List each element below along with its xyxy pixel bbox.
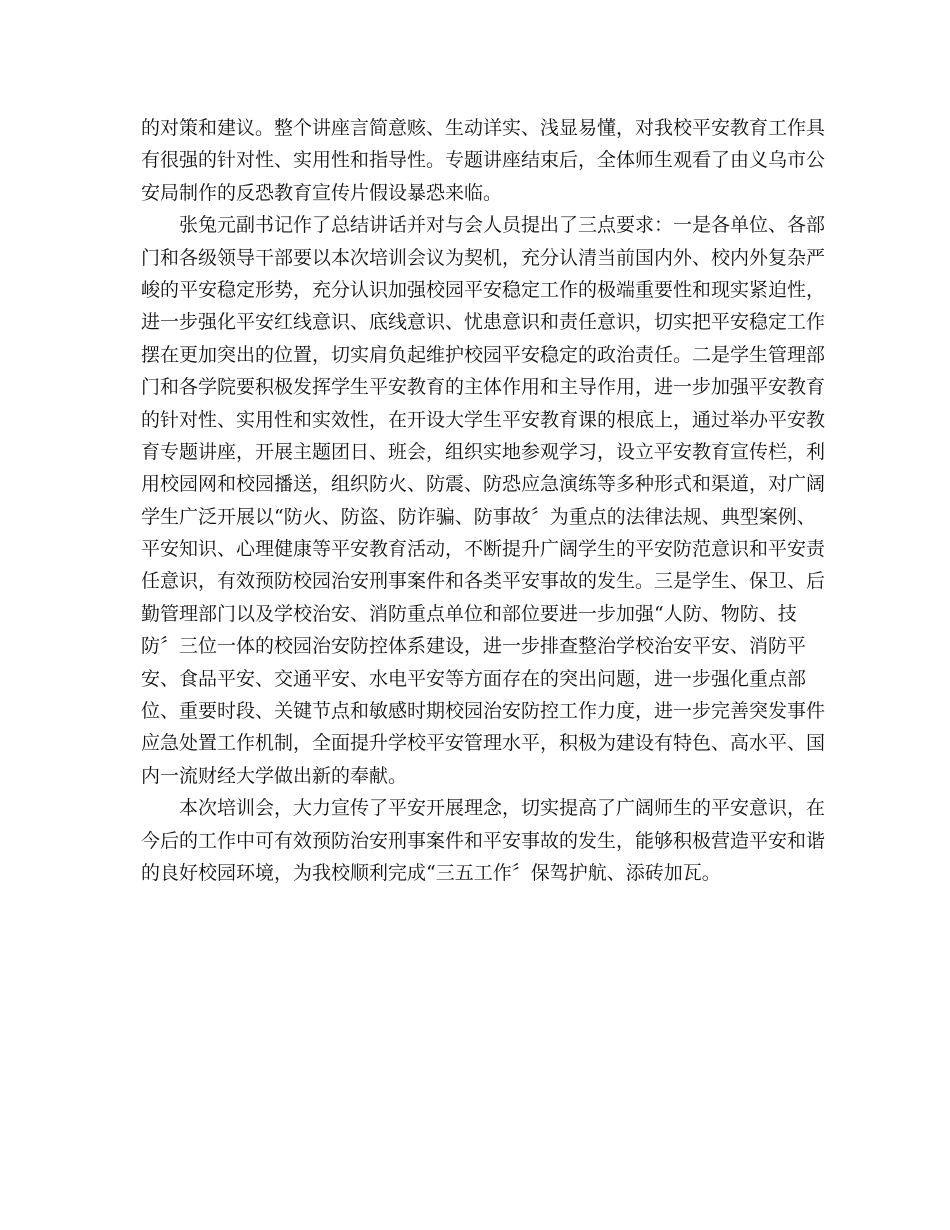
text-line: 应急处置工作机制，全面提升学校平安管理水平，积极为建设有特色、高水平、国 — [141, 732, 826, 755]
text-line: 的良好校园环境，为我校顺利完成“三五工作〞保驾护航、添砖加瓦。 — [141, 861, 721, 884]
text-line: 进一步强化平安红线意识、底线意识、忧患意识和责任意识，切实把平安稳定工作 — [141, 311, 826, 334]
document-body — [141, 112, 826, 889]
text-line: 有很强的针对性、实用性和指导性。专题讲座结束后，全体师生观看了由义乌市公 — [141, 149, 826, 172]
text-line: 用校园网和校园播送，组织防火、防震、防恐应急演练等多种形式和渠道，对广阔 — [141, 473, 826, 496]
text-line: 学生广泛开展以“防火、防盗、防诈骗、防事故〞为重点的法律法规、典型案例、 — [141, 505, 816, 528]
text-line: 平安知识、心理健康等平安教育活动，不断提升广阔学生的平安防范意识和平安责 — [141, 538, 826, 561]
text-line: 育专题讲座，开展主题团日、班会，组织实地参观学习，设立平安教育宣传栏，利 — [141, 440, 826, 463]
text-line: 门和各级领导干部要以本次培训会议为契机，充分认清当前国内外、校内外复杂严 — [141, 246, 826, 269]
text-line: 安、食品平安、交通平安、水电平安等方面存在的突出问题，进一步强化重点部 — [141, 667, 807, 690]
text-line: 安局制作的反恐教育宣传片假设暴恐来临。 — [141, 181, 503, 204]
text-line: 峻的平安稳定形势，充分认识加强校园平安稳定工作的极端重要性和现实紧迫性， — [141, 278, 826, 301]
text-line: 摆在更加突出的位置，切实肩负起维护校园平安稳定的政治责任。二是学生管理部 — [141, 343, 826, 366]
text-line: 今后的工作中可有效预防治安刑事案件和平安事故的发生，能够积极营造平安和谐 — [141, 829, 826, 852]
text-line: 门和各学院要积极发挥学生平安教育的主体作用和主导作用，进一步加强平安教育 — [141, 376, 826, 399]
text-line: 任意识，有效预防校园治安刑事案件和各类平安事故的发生。三是学生、保卫、后 — [141, 570, 826, 593]
text-line: 位、重要时段、关键节点和敏感时期校园治安防控工作力度，进一步完善突发事件 — [141, 700, 826, 723]
paragraph-first-line: 张兔元副书记作了总结讲话并对与会人员提出了三点要求：一是各单位、各部 — [179, 214, 826, 237]
text-line: 勤管理部门以及学校治安、消防重点单位和部位要进一步加强“人防、物防、技 — [141, 602, 797, 625]
text-line: 的针对性、实用性和实效性，在开设大学生平安教育课的根底上，通过举办平安教 — [141, 408, 826, 431]
paragraph-first-line: 本次培训会，大力宣传了平安开展理念，切实提高了广阔师生的平安意识，在 — [179, 797, 826, 820]
text-line: 防〞三位一体的校园治安防控体系建设，进一步排查整治学校治安平安、消防平 — [141, 635, 807, 658]
text-line: 内一流财经大学做出新的奉献。 — [141, 764, 408, 787]
text-line: 的对策和建议。整个讲座言简意赅、生动详实、浅显易懂，对我校平安教育工作具 — [141, 117, 826, 139]
